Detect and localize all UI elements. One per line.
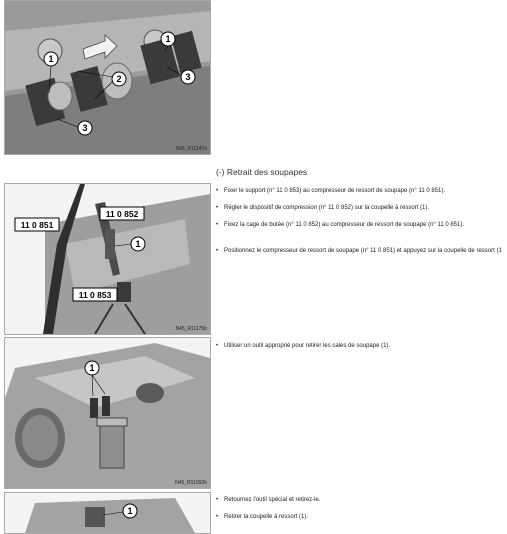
instruction-item <box>216 342 390 350</box>
callout-label: 1 <box>127 506 133 516</box>
instruction-item <box>216 221 464 229</box>
figure-code: N45_R11092b <box>175 480 207 486</box>
figure-spring-retainer <box>4 492 211 534</box>
instruction-item <box>216 247 502 255</box>
instruction-text: Utiliser un outil approprié pour retirer les cales de soupape (1). <box>224 343 391 349</box>
instruction-text: Régler le dispositif de compression (n° 11 0 852) sur la coupelle à ressort (1). <box>224 205 430 211</box>
figure-camshaft-rockers <box>4 0 211 155</box>
bullet: • <box>216 205 219 211</box>
figure-code: N45_R11147e <box>175 146 207 152</box>
compressor-illustration <box>5 184 210 334</box>
callout-label: 1 <box>165 34 171 44</box>
bullet: • <box>216 222 219 228</box>
valve-keepers-illustration <box>5 338 210 488</box>
instruction-item <box>216 204 429 212</box>
instruction-text: Retournez l'outil spécial et retirez-le. <box>224 497 321 503</box>
bullet: • <box>216 343 219 349</box>
tool-label-110851: 11 0 851 <box>20 220 54 230</box>
section-title: (-) Retrait des soupapes <box>216 167 308 177</box>
callout-label: 3 <box>82 123 88 133</box>
instruction-item <box>216 513 308 521</box>
callout-label: 1 <box>89 363 95 373</box>
callout-label: 2 <box>116 74 122 84</box>
callout-label: 1 <box>48 54 54 64</box>
camshaft-illustration <box>5 1 210 154</box>
bullet: • <box>216 514 219 520</box>
callout-label: 3 <box>185 72 191 82</box>
spring-retainer-illustration <box>5 493 210 533</box>
instruction-text: Fixer le support (n° 11 0 853) au compresseur de ressort de soupape (n° 11 0 851). <box>224 188 446 194</box>
figure-valve-keepers <box>4 337 211 489</box>
bullet: • <box>216 248 219 254</box>
instruction-text: Retirer la coupelle à ressort (1). <box>224 514 309 520</box>
callout-label: 1 <box>135 239 141 249</box>
instruction-text: Positionnez le compresseur de ressort de soupape (n° 11 0 851) et appuyez sur la coupelle de ressort (1 <box>224 248 502 254</box>
figure-valve-spring-compressor <box>4 183 211 335</box>
bullet: • <box>216 188 219 194</box>
tool-label-110852: 11 0 852 <box>105 209 139 219</box>
instruction-text: Fixez la cage de butée (n° 11 0 852) au compresseur de ressort de soupape (n° 11 0 851). <box>224 222 465 228</box>
tool-label-110853: 11 0 853 <box>78 290 112 300</box>
instruction-item <box>216 187 445 195</box>
bullet: • <box>216 497 219 503</box>
figure-code: N45_R11175b <box>175 326 207 332</box>
instruction-item <box>216 496 321 504</box>
